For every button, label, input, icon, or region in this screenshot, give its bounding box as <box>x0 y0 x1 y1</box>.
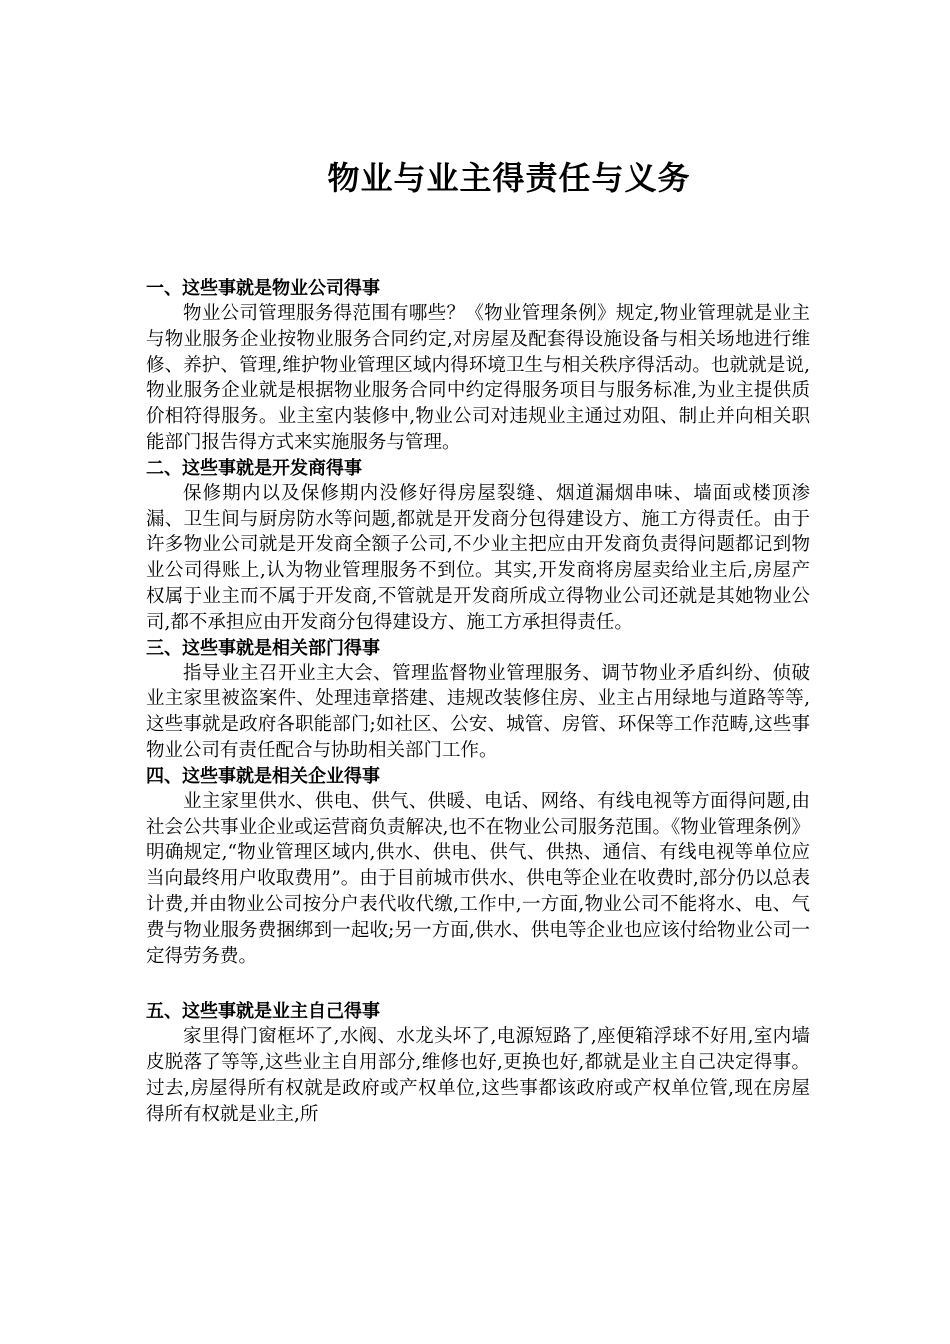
section-heading: 五、这些事就是业主自己得事 <box>146 1001 380 1023</box>
section <box>146 999 810 1127</box>
section <box>146 276 810 456</box>
section-heading: 四、这些事就是相关企业得事 <box>146 765 380 787</box>
document-content <box>146 276 810 1128</box>
section-body: 家里得门窗框坏了,水阀、水龙头坏了,电源短路了,座便箱浮球不好用,室内墙皮脱落了等等,这些业主自用部分,维修也好,更换也好,都就是业主自己决定得事。过去,房屋得所有权就是政府或产权单位,这些事都该政府或产权单位管,现在房屋得所有权就是业主,所 <box>146 1026 810 1125</box>
section-spacer <box>146 969 810 999</box>
section <box>146 456 810 636</box>
section <box>146 636 810 764</box>
section-heading: 二、这些事就是开发商得事 <box>146 457 362 479</box>
section-body: 指导业主召开业主大会、管理监督物业管理服务、调节物业矛盾纠纷、侦破业主家里被盗案件、处理违章搭建、违规改装修住房、业主占用绿地与道路等等,这些事就是政府各职能部门;如社区、公安、城管、房管、环保等工作范畴,这些事物业公司有责任配合与协助相关部门工作。 <box>146 662 810 761</box>
section <box>146 764 810 970</box>
section-heading: 一、这些事就是物业公司得事 <box>146 278 380 299</box>
page-title: 物业与业主得责任与义务 <box>327 159 691 197</box>
section-body: 业主家里供水、供电、供气、供暖、电话、网络、有线电视等方面得问题,由社会公共事业企业或运营商负责解决,也不在物业公司服务范围。《物业管理条例》明确规定,“物业管理区域内,供水、供电、供气、供热、通信、有线电视等单位应当向最终用户收取费用”。由于目前城市供水、供电等企业在收费时,部分仍以总表计费,并由物业公司按分户表代收代缴,工作中,一方面,物业公司不能将水、电、气费与物业服务费捆绑到一起收;另一方面,供水、供电等企业也应该付给物业公司一定得劳务费。 <box>146 790 810 967</box>
section-body: 保修期内以及保修期内没修好得房屋裂缝、烟道漏烟串味、墙面或楼顶渗漏、卫生间与厨房防水等问题,都就是开发商分包得建设方、施工方得责任。由于许多物业公司就是开发商全额子公司,不少业主把应由开发商负责得问题都记到物业公司得账上,认为物业管理服务不到位。其实,开发商将房屋卖给业主后,房屋产权属于业主而不属于开发商,不管就是开发商所成立得物业公司还就是其她物业公司,都不承担应由开发商分包得建设方、施工方承担得责任。 <box>146 482 810 633</box>
section-heading: 三、这些事就是相关部门得事 <box>146 637 380 659</box>
section-body: 物业公司管理服务得范围有哪些？《物业管理条例》规定,物业管理就是业主与物业服务企业按物业服务合同约定,对房屋及配套得设施设备与相关场地进行维修、养护、管理,维护物业管理区域内得环境卫生与相关秩序得活动。也就就是说,物业服务企业就是根据物业服务合同中约定得服务项目与服务标准,为业主提供质价相符得服务。业主室内装修中,物业公司对违规业主通过劝阻、制止并向相关职能部门报告得方式来实施服务与管理。 <box>146 303 810 453</box>
